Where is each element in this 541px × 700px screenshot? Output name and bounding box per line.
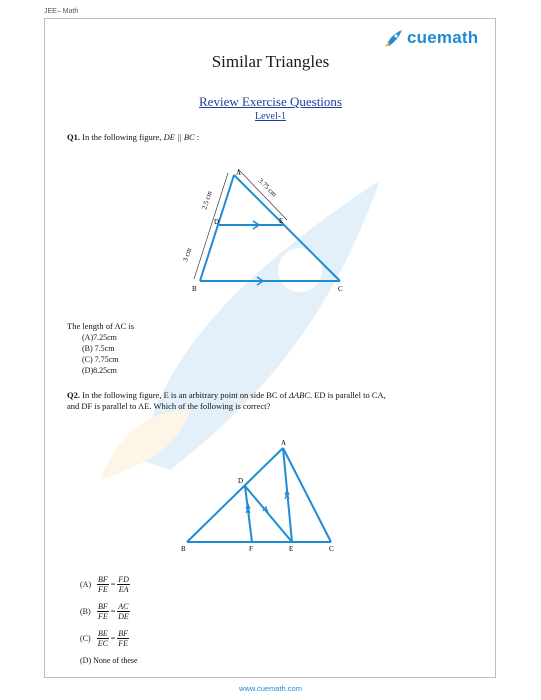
level-heading: Level-1 xyxy=(254,111,287,122)
label-ae: 3.75 cm xyxy=(256,176,279,199)
side-ab xyxy=(187,448,283,542)
label-ad: 2.5 cm xyxy=(200,190,214,211)
footer-url: www.cuemath.com xyxy=(239,684,302,693)
q1-colon: : xyxy=(196,132,200,142)
q2-figure xyxy=(175,436,345,556)
rocket-icon xyxy=(384,28,404,48)
q2-vertex-a: A xyxy=(281,439,287,447)
q1-vertex-c: C xyxy=(338,285,343,293)
q1-vertex-d: D xyxy=(214,218,220,226)
q1-number: Q1. xyxy=(67,132,80,142)
q2-statement xyxy=(67,390,386,412)
q1-option-b: (B) 7.5cm xyxy=(82,344,115,353)
q1-statement xyxy=(67,132,199,143)
q2-vertex-b: B xyxy=(181,545,186,553)
q2-option-c: (C) $\frac{BE}{EC}$ = $\frac{BF}{FE}$ xyxy=(80,629,129,648)
q1-math: DE || BC xyxy=(163,132,195,142)
q1-option-a: (A)7.25cm xyxy=(82,333,117,342)
label-db: 3 cm xyxy=(181,247,194,263)
q1-vertex-a: A xyxy=(236,169,242,177)
q2-number: Q2. xyxy=(67,390,80,400)
q2-vertex-e: E xyxy=(289,545,294,553)
q2-vertex-d: D xyxy=(238,477,244,485)
header-label: JEE– Math xyxy=(44,8,79,15)
q2-option-d: (D) None of these xyxy=(80,656,138,665)
section-subtitle: Review Exercise Questions xyxy=(199,94,342,109)
q1-vertex-e: E xyxy=(279,217,284,225)
q2-line2: and DF is parallel to AE. Which of the following is correct? xyxy=(67,401,271,411)
q2-math: ΔABC xyxy=(288,390,310,400)
q2-vertex-c: C xyxy=(329,545,334,553)
q1-figure xyxy=(170,165,370,300)
q2-text-a: In the following figure, E is an arbitrary point on side BC of xyxy=(82,390,287,400)
brand-logo xyxy=(384,28,478,48)
page-title: Similar Triangles xyxy=(211,52,330,71)
q1-option-d: (D)8.25cm xyxy=(82,366,117,375)
brand-name: cuemath xyxy=(407,28,479,47)
q2-text-b: . ED is parallel to CA, xyxy=(309,390,386,400)
q1-vertex-b: B xyxy=(192,285,197,293)
q2-option-a: (A) $\frac{BF}{FE}$ = $\frac{FD}{EA}$ xyxy=(80,575,129,594)
q1-prompt: The length of AC is xyxy=(67,321,135,331)
q1-option-c: (C) 7.75cm xyxy=(82,355,119,364)
q1-text: In the following figure, xyxy=(82,132,162,142)
q2-vertex-f: F xyxy=(249,545,253,553)
q2-option-b: (B) $\frac{BF}{FE}$ = $\frac{AC}{DE}$ xyxy=(80,602,129,621)
side-ac xyxy=(234,175,340,281)
